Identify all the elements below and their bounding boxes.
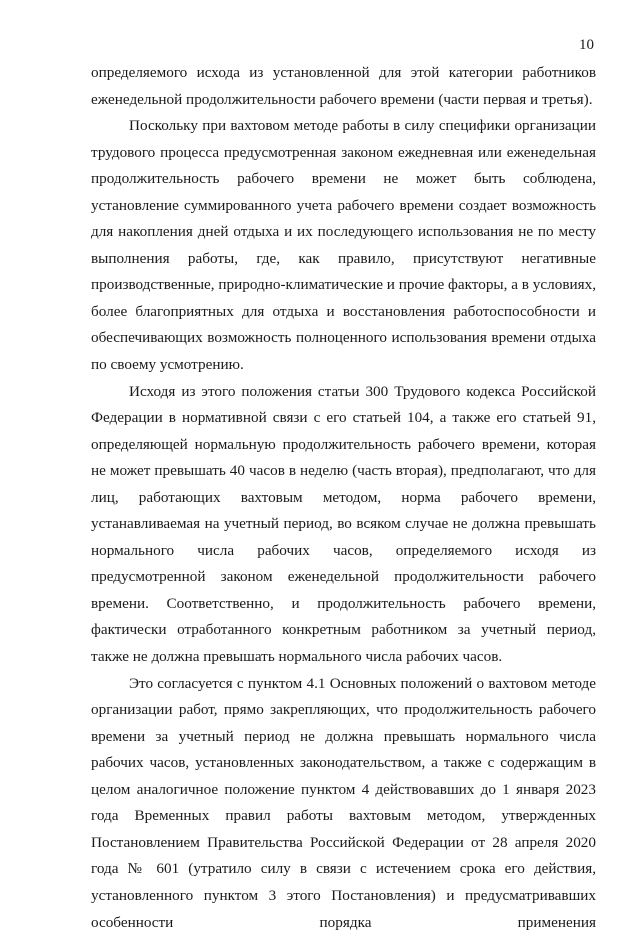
paragraph-2: Поскольку при вахтовом методе работы в силу специфики организации трудового процесса предусмотренная законом ежедневная или еженедельная продолжительность рабочего времени не может быть соблюдена, установление суммированного учета рабочего времени создает возможность для накопления дней отдыха и их последующего использования не по месту выполнения работы, где, как правило, присутствуют негативные производственные, природно-климатические и прочие факторы, а в условиях, более благоприятных для отдыха и восстановления работоспособности и обеспечивающих возможность полноценного использования времени отдыха по своему усмотрению. xyxy=(91,117,596,374)
paragraph-1: определяемого исхода из установленной для этой категории работников еженедельной продолжительности рабочего времени (части первая и третья). xyxy=(91,64,596,108)
paragraph-3: Исходя из этого положения статьи 300 Трудового кодекса Российской Федерации в нормативной связи с его статьей 104, а также его статьей 91, определяющей нормальную продолжительность рабочего времени, которая не может превышать 40 часов в неделю (часть вторая), предполагают, что для лиц, работающих вахтовым методом, норма рабочего времени, устанавливаемая на учетный период, во всяком случае не должна превышать нормального числа рабочих часов, определяемого исходя из предусмотренной законом еженедельной продолжительности рабочего времени. Соответственно, и продолжительность рабочего времени, фактически отработанного конкретным работником за учетный период, также не должна превышать нормального числа рабочих часов. xyxy=(91,382,596,666)
paragraph-4: Это согласуется с пунктом 4.1 Основных положений о вахтовом методе организации работ, прямо закрепляющих, что продолжительность рабочего времени за учетный период не должна превышать нормального числа рабочих часов, установленных законодательством, а также с содержащим в целом аналогичное положение пунктом 4 действовавших до 1 января 2023 года Временных правил работы вахтовым методом, утвержденных Постановлением Правительства Российской Федерации от 28 апреля 2020 года № 601 (утратило силу в связи с истечением срока его действия, установленного пунктом 3 этого Постановления) и предусматривавших особенности порядка применения xyxy=(91,674,596,931)
page-number: 10 xyxy=(579,37,594,53)
document-body xyxy=(91,60,596,936)
